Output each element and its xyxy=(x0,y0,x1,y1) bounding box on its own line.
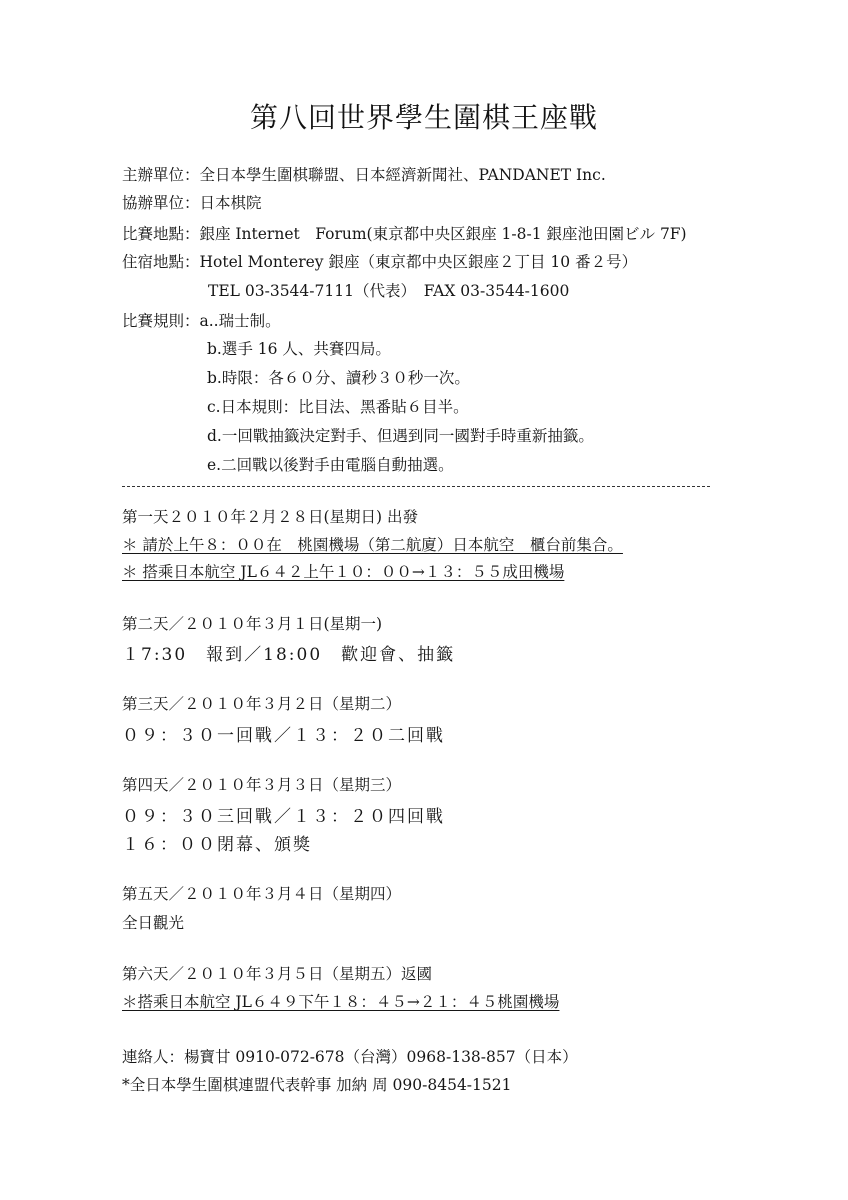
venue-line: 比賽地點：銀座 Internet Forum(東京都中央区銀座 1-8-1 銀座池田園ビル 7F) xyxy=(122,225,687,243)
rule-item: e.二回戰以後對手由電腦自動抽選。 xyxy=(207,456,454,474)
day5-item: 全日觀光 xyxy=(122,914,185,932)
day1-item: ＊ 搭乘日本航空 JL６４２上午１０：００→１３：５５成田機場 xyxy=(122,563,565,581)
contact-line: 連絡人：楊寶甘 0910-072-678（台灣）0968-138-857（日本） xyxy=(122,1048,578,1066)
day1-heading: 第一天２０１０年２月２８日(星期日) 出發 xyxy=(122,508,419,526)
day4-heading: 第四天／２０１０年３月３日（星期三） xyxy=(122,776,402,794)
rule-item: d.一回戰抽籤決定對手、但遇到同一國對手時重新抽籤。 xyxy=(207,427,594,445)
day5-heading: 第五天／２０１０年３月４日（星期四） xyxy=(122,885,402,903)
day1-item: ＊ 請於上午８：００在 桃園機場（第二航廈）日本航空 櫃台前集合。 xyxy=(122,536,623,554)
day4-item: １６：００閉幕、頒獎 xyxy=(122,835,312,855)
lodging-line: 住宿地點：Hotel Monterey 銀座（東京都中央区銀座２丁目 10 番２号） xyxy=(122,253,638,271)
organizer-line: 主辦單位：全日本學生圍棋聯盟、日本經濟新聞社、PANDANET Inc. xyxy=(122,166,606,184)
day4-item: ０９：３０三回戰／１３：２０四回戰 xyxy=(122,807,445,827)
rule-item: b.選手 16 人、共賽四局。 xyxy=(207,340,391,358)
day2-heading: 第二天／２０１０年３月１日(星期一) xyxy=(122,615,383,633)
rules-label-line: 比賽規則：a..瑞士制。 xyxy=(122,312,281,330)
rule-item: c.日本規則：比目法、黑番貼６目半。 xyxy=(207,398,469,416)
contact-line: *全日本學生圍棋連盟代表幹事 加納 周 090-8454-1521 xyxy=(122,1076,512,1094)
co-organizer-line: 協辦單位：日本棋院 xyxy=(122,194,262,212)
day2-item: １7:30 報到／18:00 歡迎會、抽籤 xyxy=(122,645,456,665)
rule-item: b.時限：各６０分、讀秒３０秒一次。 xyxy=(207,369,470,387)
document-title: 第八回世界學生圍棋王座戰 xyxy=(249,101,598,134)
day3-item: ０９：３０一回戰／１３：２０二回戰 xyxy=(122,726,445,746)
dashed-divider xyxy=(122,486,710,487)
day6-item: ＊搭乘日本航空 JL６４９下午１８：４５→２１：４５桃園機場 xyxy=(122,993,560,1011)
lodging-contact-line: TEL 03-3544-7111（代表） FAX 03-3544-1600 xyxy=(208,282,570,300)
day3-heading: 第三天／２０１０年３月２日（星期二） xyxy=(122,695,402,713)
day6-heading: 第六天／２０１０年３月５日（星期五）返國 xyxy=(122,965,433,983)
